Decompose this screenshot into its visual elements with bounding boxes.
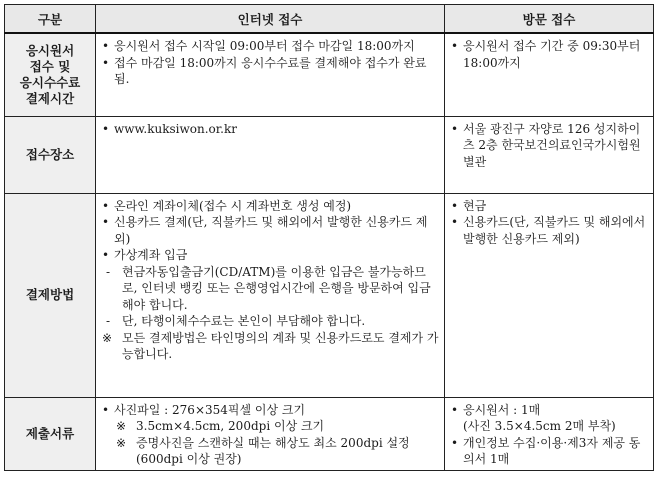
header-visit: 방문 접수 bbox=[445, 5, 654, 34]
list-item: • 개인정보 수집·이용·제3자 제공 동의서 1매 bbox=[449, 435, 649, 468]
list-item: • 신용카드(단, 직불카드 및 해외에서 발행한 신용카드 제외) bbox=[449, 214, 649, 247]
visit-cell-documents bbox=[445, 397, 654, 470]
label-line: 결제방법 bbox=[25, 287, 75, 302]
list-item: (사진 3.5×4.5cm 2매 부착) bbox=[463, 419, 616, 433]
row-location bbox=[5, 116, 654, 193]
website-link[interactable]: • www.kuksiwon.or.kr bbox=[100, 121, 440, 138]
label-line: 결제시간 bbox=[25, 90, 75, 106]
row-label-application-time bbox=[5, 33, 96, 116]
label-line: 접수 및 bbox=[29, 58, 71, 74]
list-item: • 접수 마감일 18:00까지 응시수수료를 결제해야 접수가 완료됨. bbox=[100, 55, 440, 88]
list-item: ※ 모든 결제방법은 타인명의의 계좌 및 신용카드로도 결제가 가능합니다. bbox=[100, 330, 440, 363]
list-item: • 신용카드 결제(단, 직불카드 및 해외에서 발행한 신용카드 제외) bbox=[100, 214, 440, 247]
list-item: • 가상계좌 입금 bbox=[100, 247, 440, 264]
list-item: • 서울 광진구 자양로 126 성지하이츠 2층 한국보건의료인국가시험원 별관 bbox=[449, 121, 649, 171]
label-line: 제출서류 bbox=[25, 425, 75, 441]
list-item: - 현금자동입출금기(CD/ATM)를 이용한 입금은 불가능하므로, 인터넷 뱅킹 또는 은행영업시간에 은행을 방문하여 입금해야 합니다. bbox=[100, 264, 440, 314]
row-application-time bbox=[5, 33, 654, 116]
label-line: 응시수수료 bbox=[19, 74, 81, 90]
list-item: - 단, 타행이체수수료는 본인이 부담해야 합니다. bbox=[100, 313, 440, 330]
label-line: 접수장소 bbox=[25, 146, 75, 162]
label-line: 응시원서 bbox=[25, 42, 75, 58]
header-row bbox=[5, 5, 654, 34]
list-item: • 사진파일 : 276×354픽셀 이상 크기 bbox=[100, 402, 440, 419]
exam-application-table bbox=[4, 4, 654, 471]
list-item: • 온라인 계좌이체(접수 시 계좌번호 생성 예정) bbox=[100, 198, 440, 215]
list-item: • 응시원서 접수 기간 중 09:30부터 18:00까지 bbox=[449, 38, 649, 71]
list-item: ※ 3.5cm×4.5cm, 200dpi 이상 크기 bbox=[100, 418, 440, 435]
list-item: ※ 증명사진을 스캔하실 때는 해상도 최소 200dpi 설정(600dpi 이상 권장) bbox=[100, 435, 440, 468]
list-item: • 응시원서 : 1매 bbox=[449, 402, 649, 419]
header-internet: 인터넷 접수 bbox=[96, 5, 445, 34]
row-label-documents bbox=[5, 397, 96, 470]
row-label-payment-method bbox=[5, 193, 96, 397]
visit-cell-application-time bbox=[445, 33, 654, 116]
header-category: 구분 bbox=[5, 5, 96, 34]
internet-cell-payment-method bbox=[96, 193, 445, 397]
visit-cell-payment-method bbox=[445, 193, 654, 397]
list-item: • 응시원서 접수 시작일 09:00부터 접수 마감일 18:00까지 bbox=[100, 38, 440, 55]
row-payment-method bbox=[5, 193, 654, 397]
internet-cell-location bbox=[96, 116, 445, 193]
internet-cell-application-time bbox=[96, 33, 445, 116]
visit-cell-location bbox=[445, 116, 654, 193]
row-label-location bbox=[5, 116, 96, 193]
list-item: • 현금 bbox=[449, 198, 649, 215]
row-documents bbox=[5, 397, 654, 470]
internet-cell-documents bbox=[96, 397, 445, 470]
